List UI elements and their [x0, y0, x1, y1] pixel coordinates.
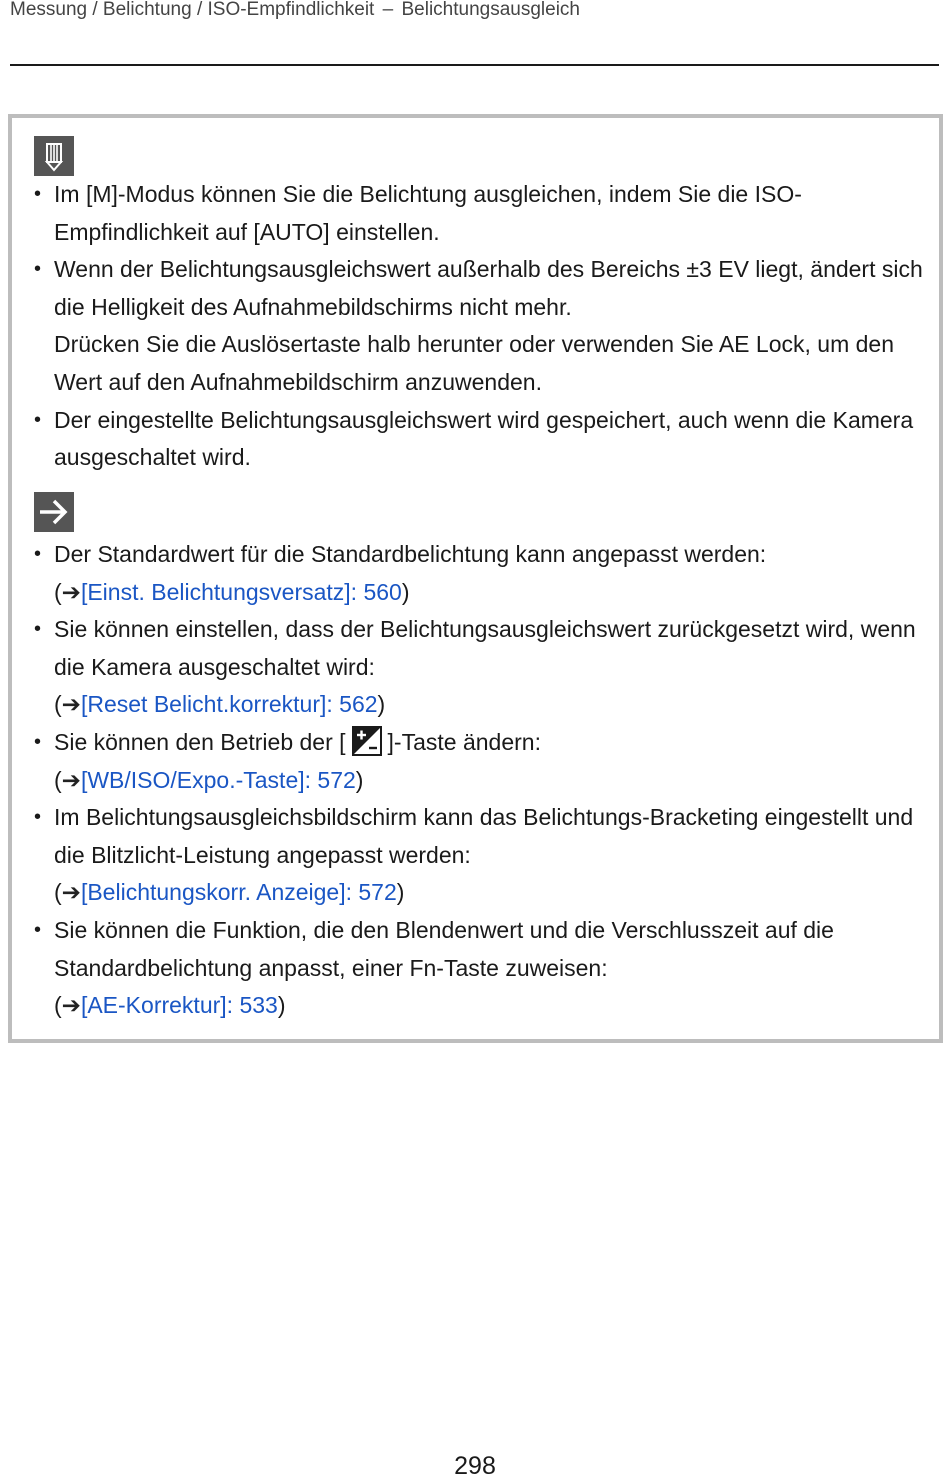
list-item [34, 176, 924, 251]
list-item [34, 611, 924, 724]
notes-box [8, 114, 943, 1043]
breadcrumb-current: Belichtungsausgleich [401, 0, 580, 20]
paren-close: ) [277, 992, 286, 1019]
paren-open: ( [54, 578, 62, 605]
paren-close: ) [401, 578, 410, 605]
bullet: • [34, 408, 42, 431]
link-reset-belicht-korrektur[interactable]: [Reset Belicht.korrektur]: 562 [80, 691, 378, 718]
arrow-icon: ➔ [61, 766, 81, 793]
list-item [34, 724, 924, 799]
list-item [34, 536, 924, 611]
item-text: Im [M]-Modus können Sie die Belichtung ausgleichen, indem Sie die ISO-Empfindlichkeit auf [AUTO] einstellen. [54, 181, 802, 245]
paren-close: ) [377, 691, 386, 718]
item-text: Sie können einstellen, dass der Belichtungsausgleichswert zurückgesetzt wird, wenn die Kamera ausgeschaltet wird: [54, 616, 916, 680]
item-text-continued: Drücken Sie die Auslösertaste halb herunter oder verwenden Sie AE Lock, um den Wert auf den Aufnahmebildschirm anzuwenden. [54, 331, 894, 395]
link-belichtungskorr-anzeige[interactable]: [Belichtungskorr. Anzeige]: 572 [80, 879, 397, 906]
arrow-icon: ➔ [61, 879, 81, 906]
page-number: 298 [454, 1452, 496, 1480]
breadcrumb-separator: – [382, 0, 394, 20]
paren-open: ( [54, 992, 62, 1019]
bullet: • [34, 183, 42, 205]
list-item [34, 799, 924, 912]
bullet: • [34, 806, 42, 829]
bullet: • [34, 258, 42, 281]
link-ae-korrektur[interactable]: [AE-Korrektur]: 533 [80, 992, 278, 1019]
list-item [34, 251, 924, 401]
paren-close: ) [355, 766, 364, 793]
paren-open: ( [54, 766, 62, 793]
arrow-icon: ➔ [61, 578, 81, 605]
item-text: Sie können den Betrieb der [ [54, 728, 346, 755]
item-text: Der eingestellte Belichtungsausgleichswert wird gespeichert, auch wenn die Kamera ausgeschaltet wird. [54, 406, 914, 471]
item-text: Im Belichtungsausgleichsbildschirm kann das Belichtungs-Bracketing eingestellt und die Blitzlicht-Leistung angepasst werden: [54, 804, 914, 868]
bullet: • [34, 730, 42, 753]
arrow-icon: ➔ [61, 992, 81, 1019]
link-einst-belichtungsversatz[interactable]: [Einst. Belichtungsversatz]: 560 [80, 578, 402, 605]
bullet: • [34, 618, 42, 641]
list-item [34, 402, 924, 477]
reference-list [34, 536, 924, 1025]
link-wb-iso-expo-taste[interactable]: [WB/ISO/Expo.-Taste]: 572 [80, 766, 356, 793]
paren-close: ) [396, 879, 405, 906]
breadcrumb-path: Messung / Belichtung / ISO-Empfindlichkeit [10, 0, 375, 20]
bullet: • [34, 543, 42, 565]
item-text: Der Standardwert für die Standardbelichtung kann angepasst werden: [54, 541, 767, 567]
arrow-icon: ➔ [61, 691, 81, 718]
memo-list [34, 176, 924, 477]
bullet: • [34, 918, 42, 941]
paren-open: ( [54, 691, 62, 718]
item-text: Sie können die Funktion, die den Blendenwert und die Verschlusszeit auf die Standardbelichtung anpasst, einer Fn-Taste zuweisen: [54, 916, 834, 981]
header-divider [10, 64, 939, 66]
memo-icon [34, 136, 74, 176]
paren-open: ( [54, 879, 62, 906]
item-text: Wenn der Belichtungsausgleichswert außerhalb des Bereichs ±3 EV liegt, ändert sich die Helligkeit des Aufnahmebildschirms nicht mehr. [54, 256, 923, 320]
reference-arrow-icon [34, 492, 74, 532]
list-item [34, 912, 924, 1025]
item-text-after: ]-Taste ändern: [387, 728, 541, 755]
exposure-compensation-icon [352, 726, 382, 756]
breadcrumb [10, 0, 580, 21]
